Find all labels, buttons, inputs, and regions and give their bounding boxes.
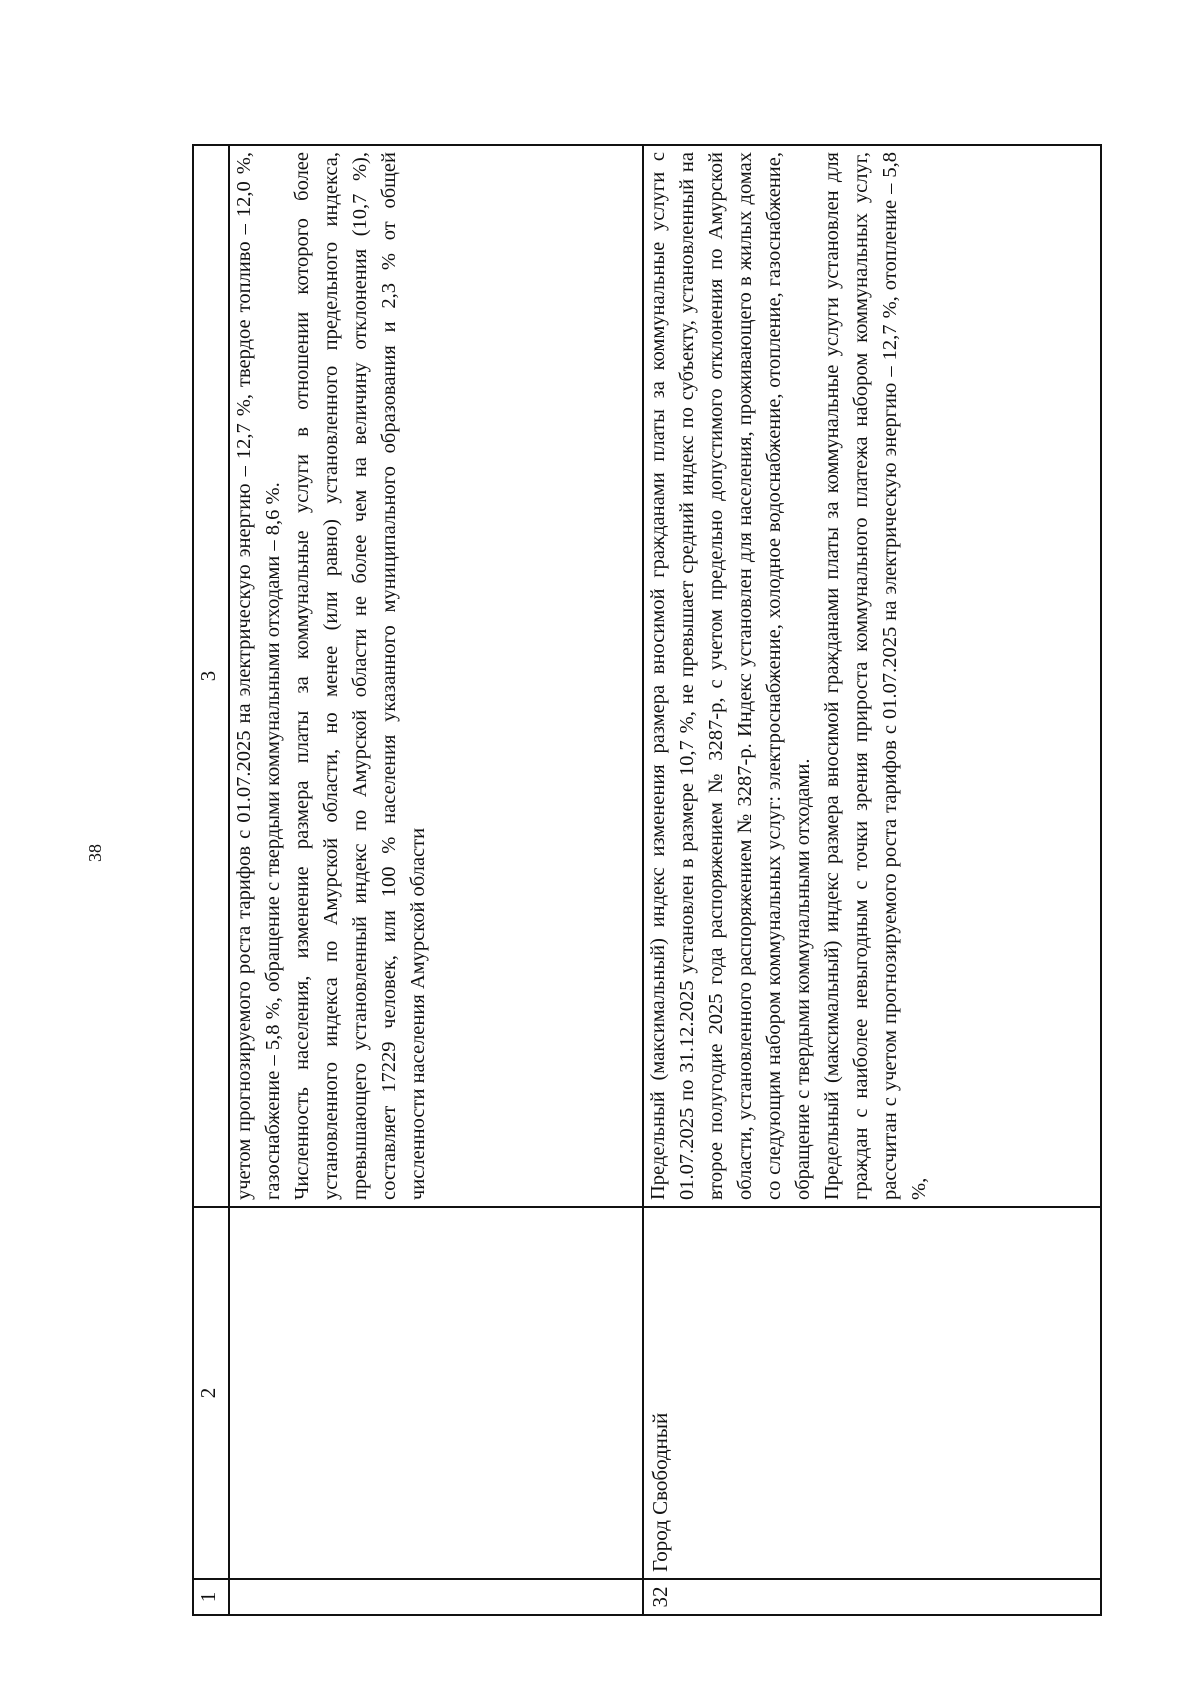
description-paragraph: учетом прогнозируемого роста тарифов с 01.07.2025 на электрическую энергию – 12,7 %, твердое топливо – 12,0 %, газоснабжение – 5,8 %, обращение с твердыми коммунальными отходами – 8,6 %. xyxy=(233,152,284,1200)
rotated-table-container xyxy=(192,146,1097,1616)
description-cell xyxy=(643,145,1101,1207)
table-row xyxy=(229,145,643,1615)
description-paragraph: Предельный (максимальный) индекс размера вносимой гражданами платы за коммунальные услуги установлен для граждан с наиболее невыгодным с точки зрения прироста коммунального платежа набором коммунальных услуг, рассчитан с учетом прогнозируемого роста тарифов с 01.07.2025 на электрическую энергию – 12,7 %, отопление – 5,8 %, xyxy=(821,152,930,1200)
row-number-cell: 32 xyxy=(643,1579,1101,1615)
municipality-name-cell: Город Свободный xyxy=(643,1207,1101,1579)
municipality-name-cell xyxy=(229,1207,643,1579)
row-number-cell xyxy=(229,1579,643,1615)
header-col-1: 1 xyxy=(193,1579,229,1615)
data-table xyxy=(192,144,1102,1616)
page-number: 38 xyxy=(85,844,105,862)
header-col-2: 2 xyxy=(193,1207,229,1579)
header-col-3: 3 xyxy=(193,145,229,1207)
description-paragraph: Предельный (максимальный) индекс изменения размера вносимой гражданами платы за коммунальные услуги с 01.07.2025 по 31.12.2025 установлен в размере 10,7 %, не превышает средний индекс по субъекту, установленный на второе полугодие 2025 года распоряжением № 3287-р, с учетом предельно допустимого отклонения по Амурской области, установленного распоряжением № 3287-р. Индекс установлен для населения, проживающего в жилых домах со следующим набором коммунальных услуг: электроснабжение, холодное водоснабжение, отопление, газоснабжение, обращение с твердыми коммунальными отходами. xyxy=(647,152,814,1200)
description-paragraph: Численность населения, изменение размера платы за коммунальные услуги в отношении которого более установленного индекса по Амурской области, но менее (или равно) установленного предельного индекса, превышающего установленный индекс по Амурской области не более чем на величину отклонения (10,7 %), составляет 17229 человек, или 100 % населения указанного муниципального образования и 2,3 % от общей численности населения Амурской области xyxy=(291,152,429,1200)
description-cell xyxy=(229,145,643,1207)
table-row xyxy=(643,145,1101,1615)
table-header-row xyxy=(193,145,229,1615)
